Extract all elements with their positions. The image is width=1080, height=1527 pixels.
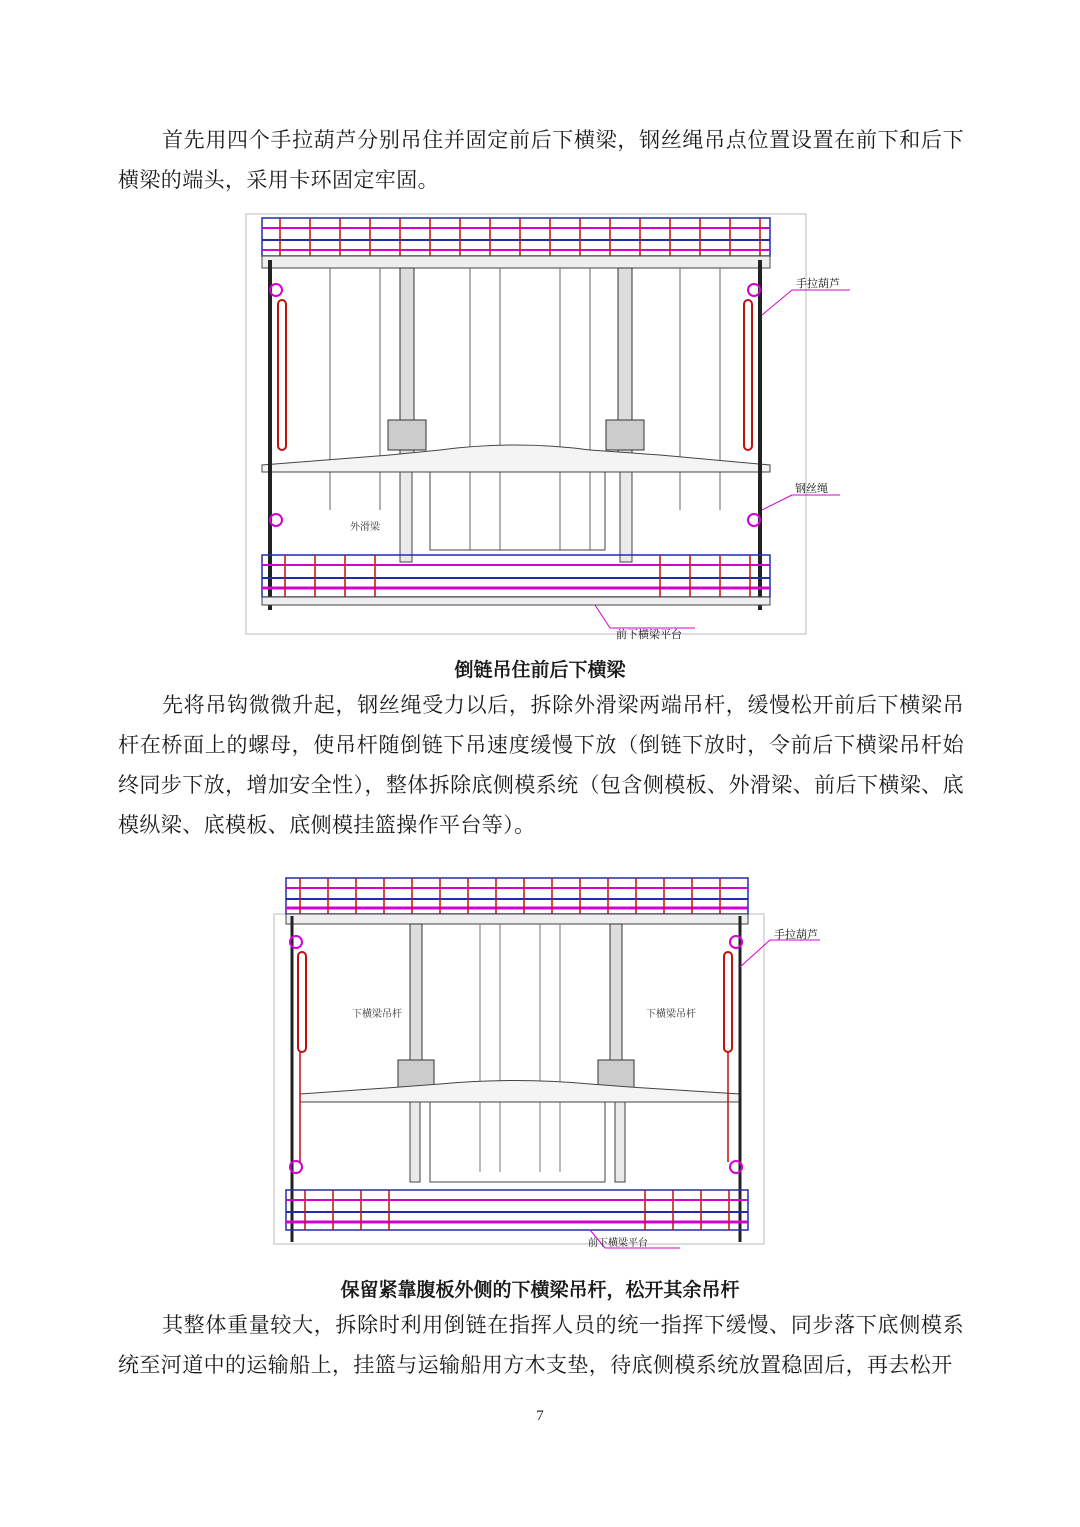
figure-1-drawing [240,210,855,645]
fig1-label-hoist: 手拉葫芦 [796,277,840,290]
paragraph-2: 先将吊钩微微升起，钢丝绳受力以后，拆除外滑梁两端吊杆，缓慢松开前后下横梁吊杆在桥面上的螺母，使吊杆随倒链下吊速度缓慢下放（倒链下放时，令前后下横梁吊杆始终同步下放，增加安全性），整体拆除底侧模系统（包含侧模板、外滑梁、前后下横梁、底模纵梁、底模板、底侧模挂篮操作平台等）。 [118,693,964,837]
fig1-label-platform: 前下横梁平台 [616,628,682,641]
paragraph-1: 首先用四个手拉葫芦分别吊住并固定前后下横梁，钢丝绳吊点位置设置在前下和后下横梁的端头，采用卡环固定牢固。 [118,128,964,192]
fig2-label-rod-right: 下横梁吊杆 [646,1009,696,1020]
page-number: 7 [536,1408,544,1424]
figure-1-caption: 倒链吊住前后下横梁 [454,659,626,681]
fig2-label-platform: 前下横梁平台 [588,1238,648,1249]
fig2-label-rod-left: 下横梁吊杆 [352,1009,402,1020]
paragraph-3: 其整体重量较大，拆除时利用倒链在指挥人员的统一指挥下缓慢、同步落下底侧模系统至河道中的运输船上，挂篮与运输船用方木支垫，待底侧模系统放置稳固后，再去松开 [118,1313,964,1377]
figure-2-drawing [270,872,830,1252]
fig2-label-hoist: 手拉葫芦 [774,928,818,941]
fig1-label-outer-slide: 外滑梁 [350,522,380,533]
figure-2-caption: 保留紧靠腹板外侧的下横梁吊杆，松开其余吊杆 [340,1279,740,1301]
fig1-label-wire-rope: 钢丝绳 [795,482,828,495]
